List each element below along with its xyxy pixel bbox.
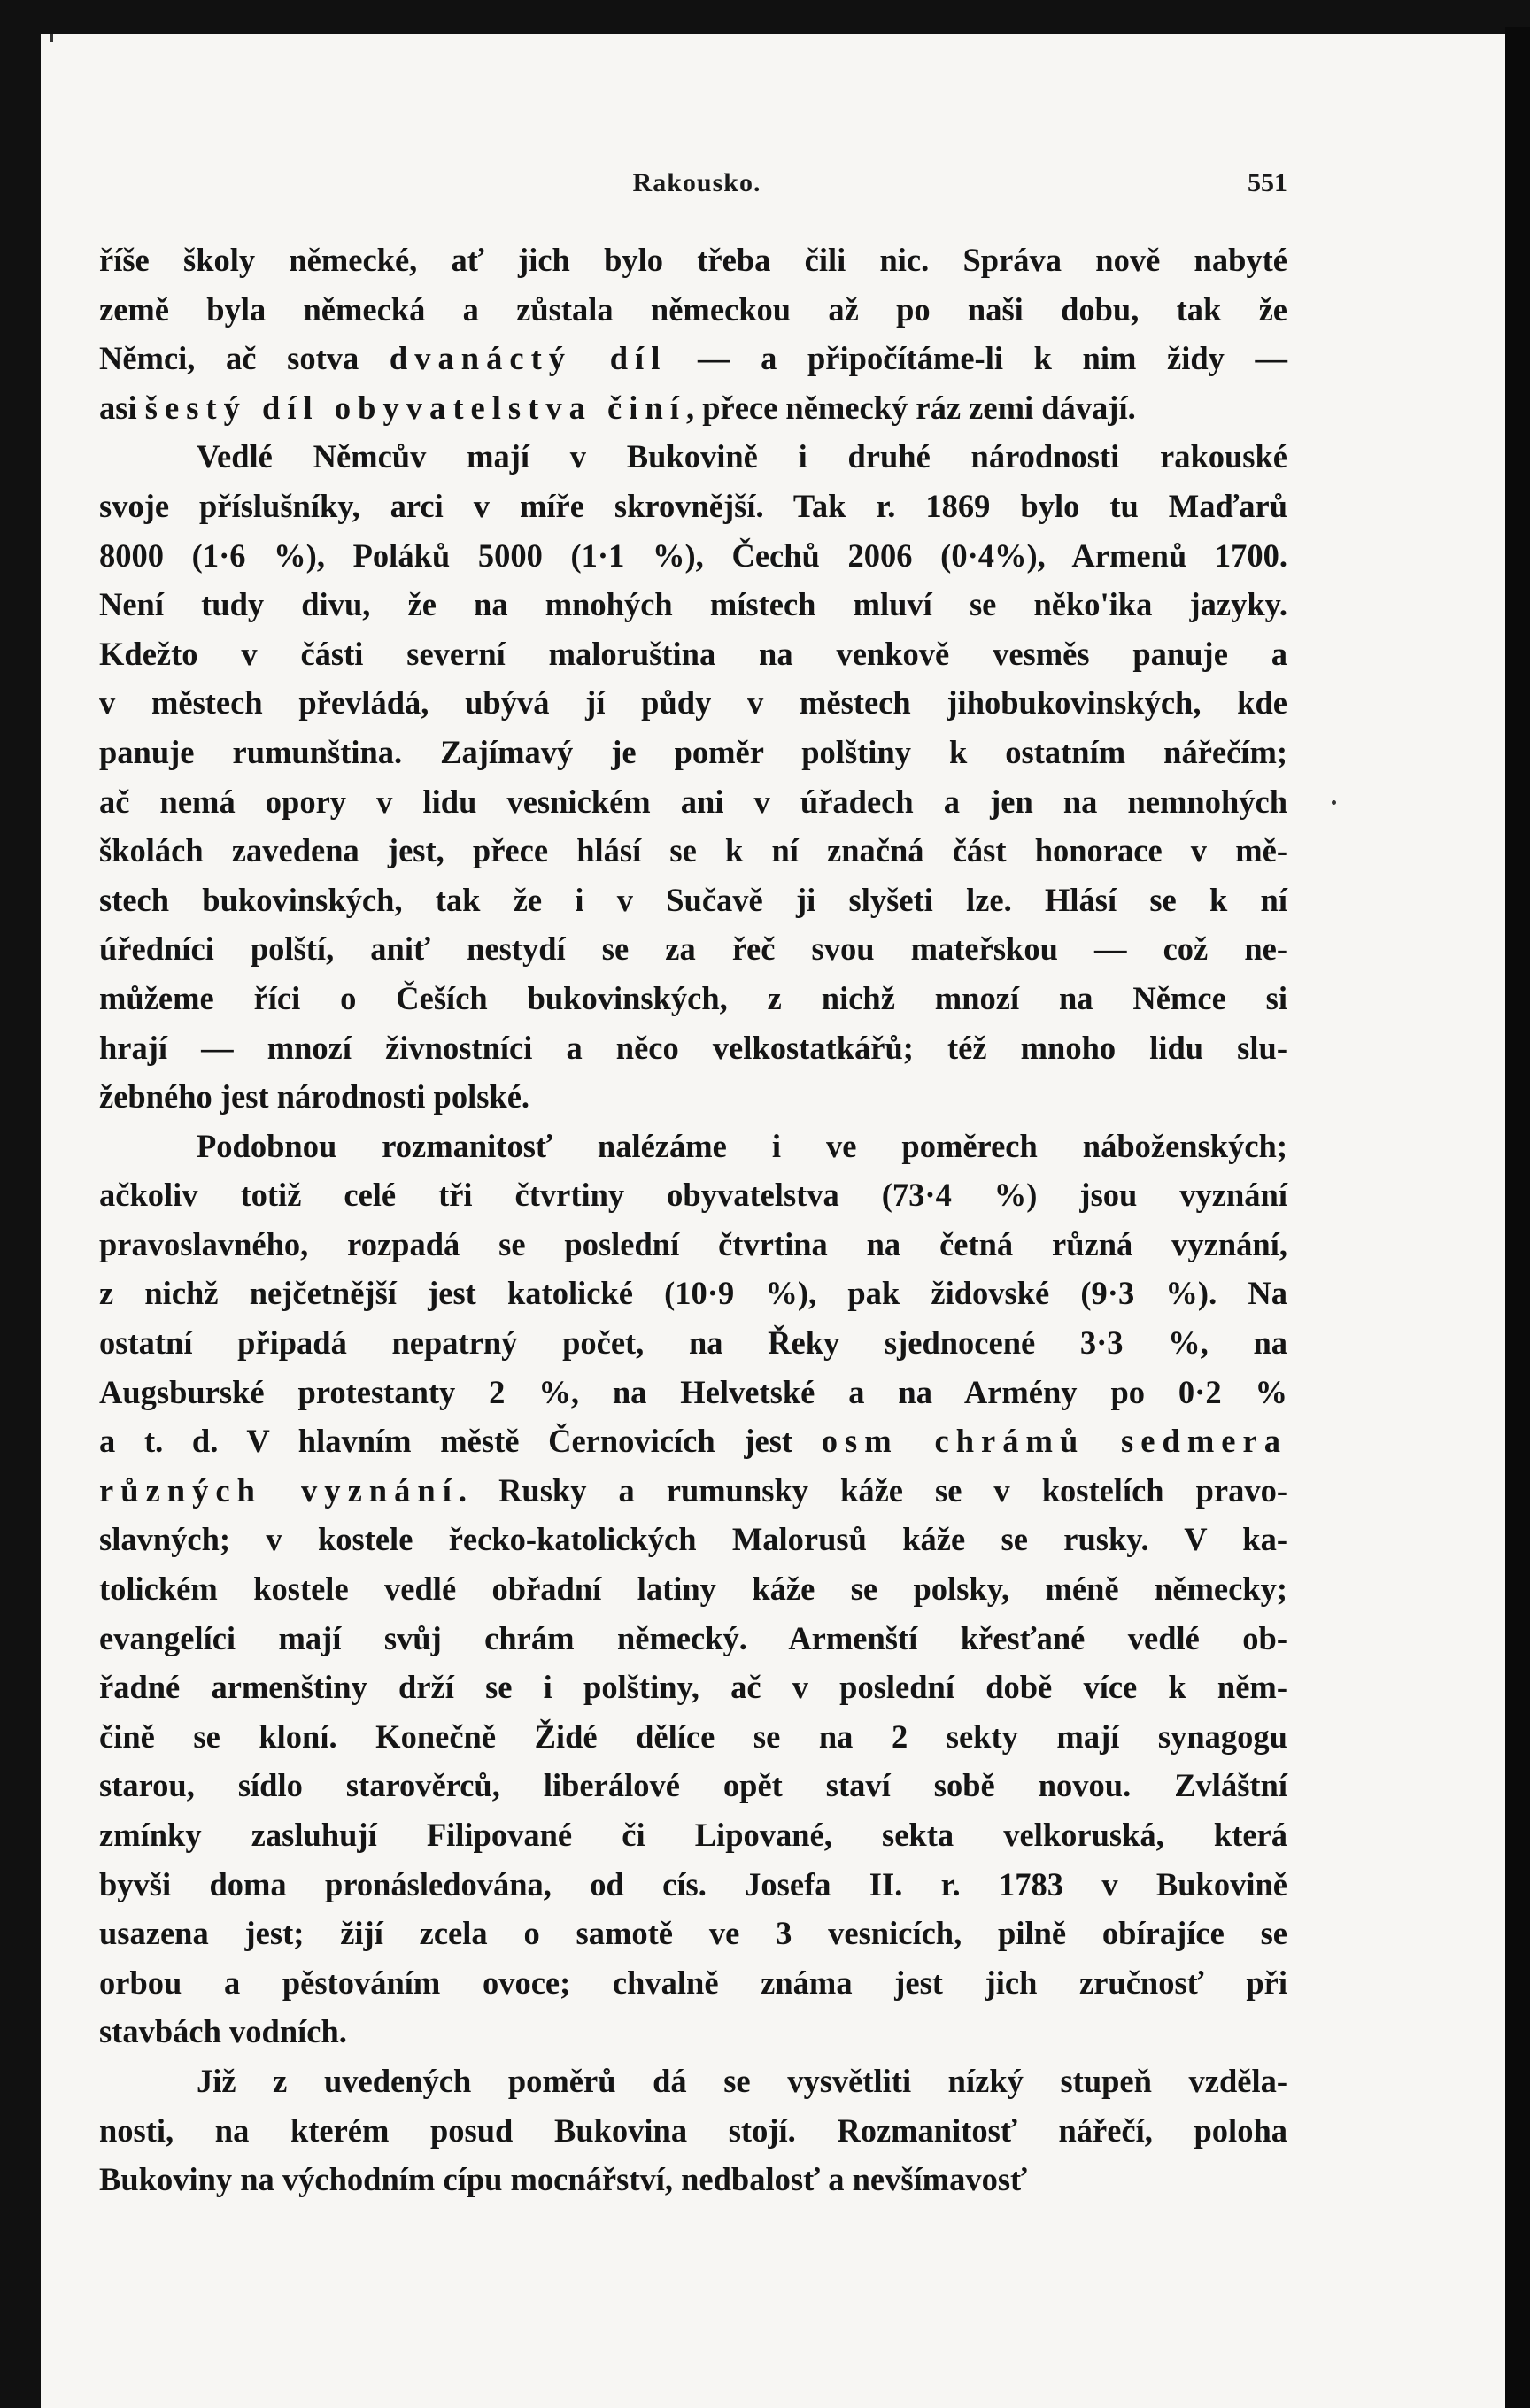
paragraph <box>99 235 1287 432</box>
text-run: školách zavedena jest, přece hlásí se k ní značná část honorace v mě- <box>99 832 1287 869</box>
text-run: čině se kloní. Konečně Židé dělíce se na 2 sekty mají synagogu <box>99 1717 1287 1755</box>
text-run: a t. d. V hlavním městě Černovicích jest <box>99 1423 822 1460</box>
text-line <box>99 1072 1287 1122</box>
text-line <box>99 876 1287 925</box>
text-line <box>99 777 1287 827</box>
text-run: hrají — mnozí živnostníci a něco velkostatkářů; též mnoho lidu slu- <box>99 1029 1287 1066</box>
page-edge-shadow <box>1505 27 1530 2408</box>
text-run: Bukoviny na východním cípu mocnářství, nedbalosť a nevšímavosť <box>99 2161 1028 2198</box>
text-run: asi <box>99 389 145 426</box>
speck <box>50 34 53 42</box>
text-run: orbou a pěstováním ovoce; chvalně známa jest jich zručnosť při <box>99 1964 1287 2001</box>
text-line <box>99 235 1287 285</box>
text-run: můžeme říci o Češích bukovinských, z nichž mnozí na Němce si <box>99 979 1287 1016</box>
text-line <box>99 2155 1287 2204</box>
text-line <box>99 1761 1287 1810</box>
text-run: Augsburské protestanty 2 %, na Helvetské a na Armény po 0·2 % <box>99 1373 1287 1410</box>
text-line <box>99 383 1287 433</box>
page-number: 551 <box>1248 168 1287 197</box>
text-line <box>99 1023 1287 1073</box>
text-run: 8000 (1·6 %), Poláků 5000 (1·1 %), Čechů 2006 (0·4%), Armenů 1700. <box>99 536 1287 574</box>
text-run: z nichž nejčetnější jest katolické (10·9 %), pak židovské (9·3 %). Na <box>99 1275 1287 1312</box>
text-line <box>99 1269 1287 1318</box>
running-title: Rakousko. <box>632 168 761 197</box>
text-line <box>99 1860 1287 1910</box>
text-line <box>99 728 1287 777</box>
text-run: říše školy německé, ať jich bylo třeba čili nic. Správa nově nabyté <box>99 242 1287 278</box>
text-line <box>99 974 1287 1023</box>
text-line <box>99 1170 1287 1220</box>
text-run: byvši doma pronásledována, od cís. Josefa II. r. 1783 v Bukovině <box>99 1865 1287 1902</box>
spaced-emphasis: různých vyznání <box>99 1471 459 1509</box>
text-run: stavbách vodních. <box>99 2013 347 2050</box>
text-run: evangelíci mají svůj chrám německý. Armenští křesťané vedlé ob- <box>99 1619 1287 1656</box>
text-line <box>99 285 1287 335</box>
text-line <box>99 580 1287 629</box>
text-run: slavných; v kostele řecko-katolických Malorusů káže se rusky. V ka- <box>99 1521 1287 1558</box>
text-run: Není tudy divu, že na mnohých místech mluví se něko'ika jazyky. <box>99 586 1287 623</box>
text-run: úředníci polští, aniť nestydí se za řeč svou mateřskou — což ne- <box>99 930 1287 968</box>
spaced-emphasis: šestý díl obyvatelstva činí <box>144 389 686 426</box>
text-line <box>99 1122 1287 1171</box>
text-run: Kdežto v části severní maloruština na venkově vesměs panuje a <box>99 635 1287 672</box>
text-run: starou, sídlo starověrců, liberálové opět staví sobě novou. Zvláštní <box>99 1767 1287 1804</box>
text-run: ostatní připadá nepatrný počet, na Řeky sjednocené 3·3 %, na <box>99 1324 1287 1362</box>
body-text <box>99 235 1287 2204</box>
text-line <box>99 1712 1287 1762</box>
text-run: ač nemá opory v lidu vesnickém ani v úřadech a jen na nemnohých <box>99 783 1287 820</box>
text-run: žebného jest národnosti polské. <box>99 1078 530 1115</box>
text-run: Podobnou rozmanitosť nalézáme i ve poměrech náboženských; <box>197 1127 1287 1164</box>
text-line <box>99 334 1287 383</box>
text-run: — a připočítáme-li k nim židy — <box>667 340 1287 377</box>
text-run: země byla německá a zůstala německou až po naši dobu, tak že <box>99 290 1287 328</box>
text-line <box>99 1515 1287 1564</box>
text-run: , přece německý ráz zemi dávají. <box>685 389 1136 426</box>
text-line <box>99 826 1287 876</box>
text-run: usazena jest; žijí zcela o samotě ve 3 vesnicích, pilně obírajíce se <box>99 1915 1287 1952</box>
text-line <box>99 432 1287 482</box>
text-run: Němci, ač sotva <box>99 340 390 377</box>
text-run: stech bukovinských, tak že i v Sučavě ji slyšeti lze. Hlásí se k ní <box>99 881 1287 918</box>
text-line <box>99 1368 1287 1417</box>
text-line <box>99 1416 1287 1466</box>
text-line <box>99 531 1287 581</box>
spaced-emphasis: dvanáctý díl <box>389 340 668 377</box>
text-line <box>99 629 1287 679</box>
text-line <box>99 2007 1287 2057</box>
spaced-emphasis: osm chrámů sedmera <box>821 1423 1287 1460</box>
text-line <box>99 924 1287 974</box>
text-run: ačkoliv totiž celé tři čtvrtiny obyvatelstva (73·4 %) jsou vyznání <box>99 1177 1287 1214</box>
text-run: řadné armenštiny drží se i polštiny, ač v poslední době více k něm- <box>99 1669 1287 1706</box>
text-line <box>99 1614 1287 1663</box>
text-line <box>99 1958 1287 2008</box>
text-line <box>99 482 1287 531</box>
text-run: tolickém kostele vedlé obřadní latiny káže se polsky, méně německy; <box>99 1571 1287 1608</box>
text-line <box>99 1318 1287 1368</box>
text-line <box>99 1466 1287 1516</box>
text-line <box>99 1909 1287 1958</box>
text-line <box>99 1810 1287 1860</box>
text-line <box>99 2057 1287 2106</box>
text-line <box>99 1663 1287 1712</box>
text-line <box>99 1564 1287 1614</box>
text-run: Vedlé Němcův mají v Bukovině i druhé národnosti rakouské <box>197 438 1287 475</box>
paragraph <box>99 1122 1287 2057</box>
text-line <box>99 1220 1287 1270</box>
text-run: pravoslavného, rozpadá se poslední čtvrtina na četná různá vyznání, <box>99 1225 1287 1262</box>
paragraph <box>99 2057 1287 2204</box>
text-run: v městech převládá, ubývá jí půdy v městech jihobukovinských, kde <box>99 684 1287 722</box>
text-run: panuje rumunština. Zajímavý je poměr polštiny k ostatním nářečím; <box>99 733 1287 770</box>
paragraph <box>99 432 1287 1121</box>
text-run: nosti, na kterém posud Bukovina stojí. Rozmanitosť nářečí, poloha <box>99 2111 1287 2149</box>
text-run: . Rusky a rumunsky káže se v kostelích pravo- <box>458 1471 1288 1509</box>
text-run: svoje příslušníky, arci v míře skrovnější. Tak r. 1869 bylo tu Maďarů <box>99 487 1287 524</box>
running-header <box>106 168 1287 212</box>
text-run: zmínky zasluhují Filipované či Lipované, sekta velkoruská, která <box>99 1817 1287 1853</box>
speck <box>1332 800 1336 805</box>
text-line <box>99 678 1287 728</box>
text-line <box>99 2106 1287 2156</box>
text-run: Již z uvedených poměrů dá se vysvětliti nízký stupeň vzděla- <box>197 2062 1287 2099</box>
